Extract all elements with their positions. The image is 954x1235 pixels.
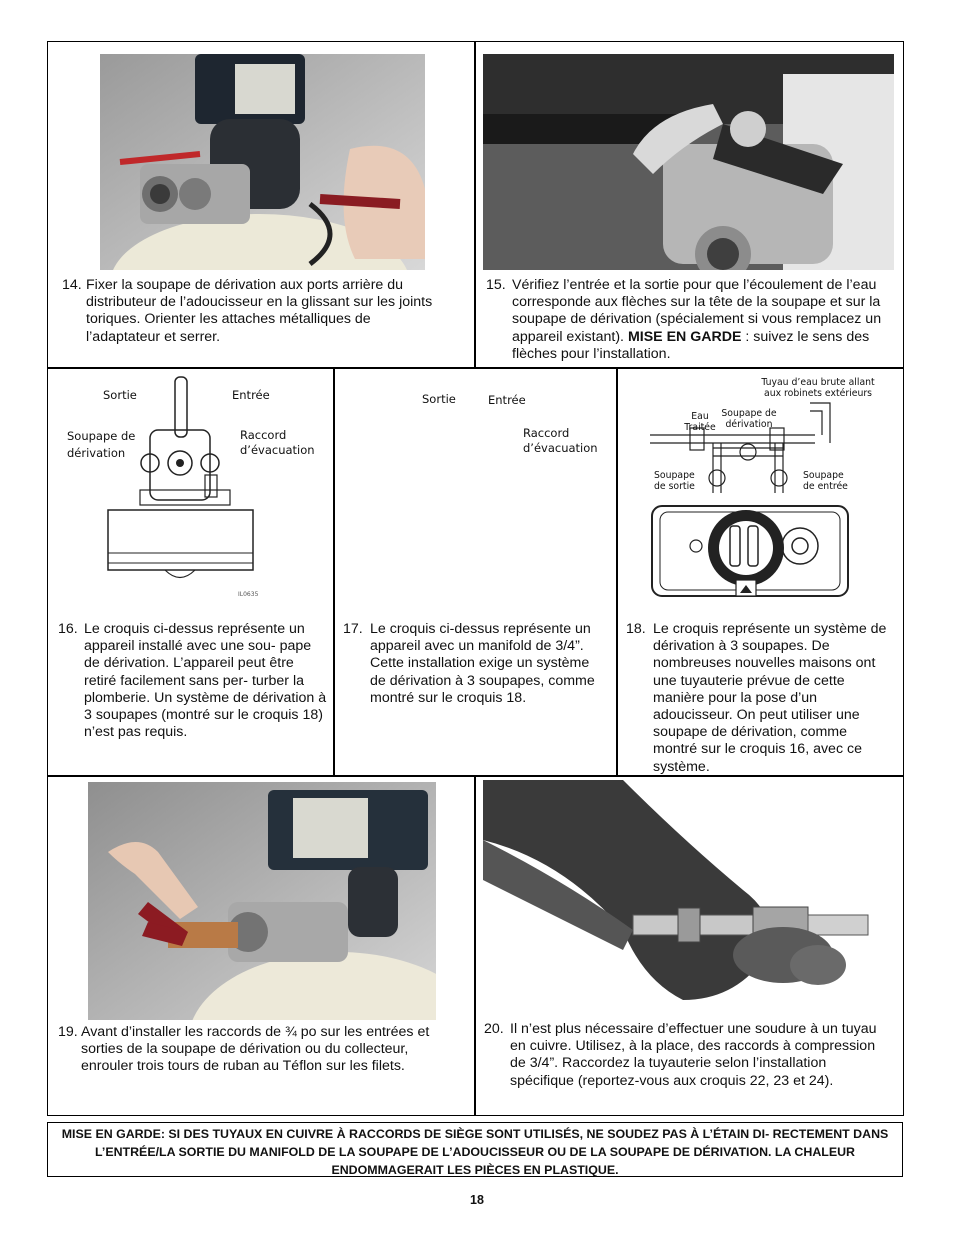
step-15 bbox=[486, 277, 898, 363]
step-15-text-b: : suivez le sens des flèches pour l’installation. bbox=[512, 328, 870, 362]
step-16 bbox=[58, 621, 330, 741]
label-soupape-sortie-18: Soupape de sortie bbox=[654, 470, 695, 492]
label-sortie-16: Sortie bbox=[103, 388, 137, 402]
label-tuyau-18: Tuyau d’eau brute allant aux robinets extérieurs bbox=[761, 377, 875, 399]
bypass-valve-drawing bbox=[100, 375, 330, 605]
label-soupape-entree-18: Soupape de entrée bbox=[803, 470, 848, 492]
label-entree-16: Entrée bbox=[232, 388, 270, 402]
step-14 bbox=[62, 277, 447, 346]
col-divider-row2b bbox=[616, 367, 618, 776]
step-20-text: Il n’est plus nécessaire d’effectuer une soudure à un tuyau en cuivre. Utilisez, à la place, des raccords à compression de 3/4”. Raccordez la tuyauterie selon l’installation spécifique (reportez-vous aux croquis 22, 23 et 24). bbox=[510, 1021, 877, 1089]
col-divider-row2a bbox=[333, 367, 335, 776]
step-18 bbox=[626, 621, 894, 776]
step-14-text: Fixer la soupape de dérivation aux ports arrière du distributeur de l’adoucisseur en la glissant sur les joints toriques. Orienter les attaches métalliques de l’adaptateur et serrer. bbox=[86, 277, 433, 345]
step-20-number: 20. bbox=[484, 1021, 504, 1037]
photo-step-19 bbox=[88, 782, 436, 1020]
step-15-text-a: Vérifiez l’entrée et la sortie pour que l’écoulement de l’eau corresponde aux flèches sur la tête de la soupape et sur la soupape de dérivation (spécialement si vous remplacez un appareil existant). bbox=[512, 277, 882, 345]
label-entree-17: Entrée bbox=[488, 393, 526, 407]
step-18-number: 18. bbox=[626, 621, 646, 637]
label-eau-traitee-18: Eau Traitée bbox=[684, 411, 716, 433]
label-soupape-derivation-18: Soupape de dérivation bbox=[721, 408, 777, 430]
step-14-number: 14. bbox=[62, 277, 82, 293]
photo-step-15 bbox=[483, 54, 894, 270]
col-divider-row1 bbox=[474, 41, 476, 368]
label-raccord-17: Raccord d’évacuation bbox=[523, 426, 598, 455]
step-17-text: Le croquis ci-dessus représente un appareil avec un manifold de 3/4”. Cette installation exige un système de dérivation à 3 soupapes, comme montré sur le croquis 18. bbox=[370, 621, 595, 706]
step-17 bbox=[343, 621, 605, 707]
step-19-number: 19. bbox=[58, 1024, 78, 1040]
step-18-text: Le croquis représente un système de dérivation à 3 soupapes. De nombreuses nouvelles maisons ont une tuyauterie prévue de cette manière pour la pose d’un adoucisseur. On peut utiliser une soupape de dérivation, comme montré sur le croquis 16, avec ce système. bbox=[653, 621, 887, 775]
step-16-number: 16. bbox=[58, 621, 78, 637]
step-15-number: 15. bbox=[486, 277, 506, 293]
step-19-text: Avant d’installer les raccords de ¾ po sur les entrées et sorties de la soupape de dérivation ou du collecteur, enrouler trois tours de ruban au Téflon sur les filets. bbox=[81, 1024, 430, 1075]
label-soupape-16: Soupape de dérivation bbox=[67, 429, 136, 460]
label-sortie-17: Sortie bbox=[422, 392, 456, 406]
photo-step-14 bbox=[100, 54, 425, 270]
step-19 bbox=[58, 1024, 463, 1076]
step-15-warning-label: MISE EN GARDE bbox=[627, 328, 742, 345]
row-divider-1 bbox=[47, 367, 904, 369]
warning-box: MISE EN GARDE: SI DES TUYAUX EN CUIVRE À RACCORDS DE SIÈGE SONT UTILISÉS, NE SOUDEZ PAS À L’ÉTAIN DI- RECTEMENT DANS L’ENTRÉE/LA SORTIE DU MANIFOLD DE LA SOUPAPE DE L’ADOUCISSEUR OU DE LA SOUPAPE DE DÉRIVATION. LA CHALEUR ENDOMMAGERAIT LES PIÈCES EN PLASTIQUE. bbox=[47, 1122, 903, 1177]
label-raccord-16: Raccord d’évacuation bbox=[240, 428, 315, 457]
page-number: 18 bbox=[470, 1193, 484, 1207]
photo-step-20 bbox=[483, 780, 894, 1015]
step-16-text: Le croquis ci-dessus représente un appareil installé avec une sou- pape de dérivation. L’appareil peut être retiré facilement sans per- turber la plomberie. Un système de dérivation à 3 soupapes (montré sur le croquis 18) n’est pas requis. bbox=[84, 621, 327, 741]
step-20 bbox=[484, 1021, 894, 1090]
col-divider-row3 bbox=[474, 775, 476, 1116]
step-17-number: 17. bbox=[343, 621, 363, 637]
drawing-code: IL0635 bbox=[238, 591, 259, 598]
